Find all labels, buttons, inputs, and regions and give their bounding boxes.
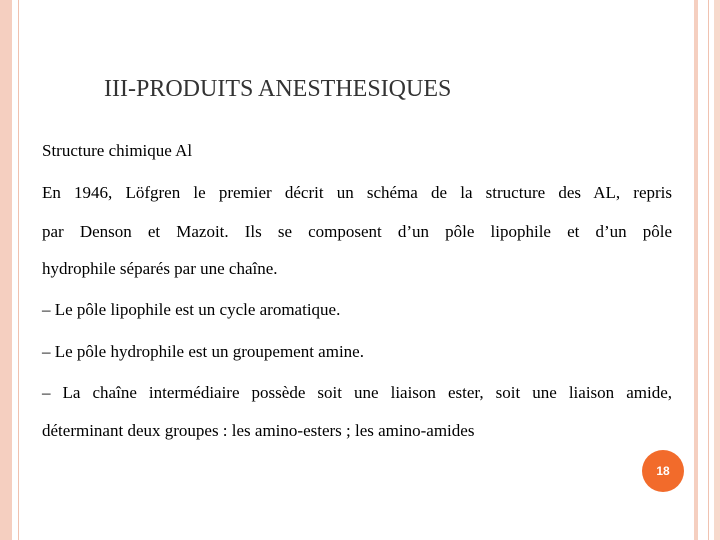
right-decorative-edge [714, 0, 720, 540]
paragraph-line-2: par Denson et Mazoit. Ils se composent d’un pôle lipophile et d’un pôle [42, 222, 672, 241]
right-decorative-bar [694, 0, 698, 540]
left-decorative-bar [0, 0, 12, 540]
page-number-badge [642, 450, 684, 492]
slide-title: III-PRODUITS ANESTHESIQUES [104, 76, 452, 102]
bullet-hydrophile: – Le pôle hydrophile est un groupement amine. [42, 342, 364, 361]
right-decorative-line [708, 0, 709, 540]
paragraph-line-3: hydrophile séparés par une chaîne. [42, 259, 278, 278]
bullet-lipophile: – Le pôle lipophile est un cycle aromatique. [42, 300, 341, 319]
bullet-chain-line-1: – La chaîne intermédiaire possède soit une liaison ester, soit une liaison amide, [42, 383, 672, 402]
section-subtitle: Structure chimique Al [42, 141, 193, 160]
left-decorative-line [18, 0, 19, 540]
bullet-chain-line-2: déterminant deux groupes : les amino-esters ; les amino-amides [42, 421, 475, 440]
page-number: 18 [656, 464, 670, 478]
paragraph-line-1: En 1946, Löfgren le premier décrit un schéma de la structure des AL, repris [42, 183, 672, 202]
